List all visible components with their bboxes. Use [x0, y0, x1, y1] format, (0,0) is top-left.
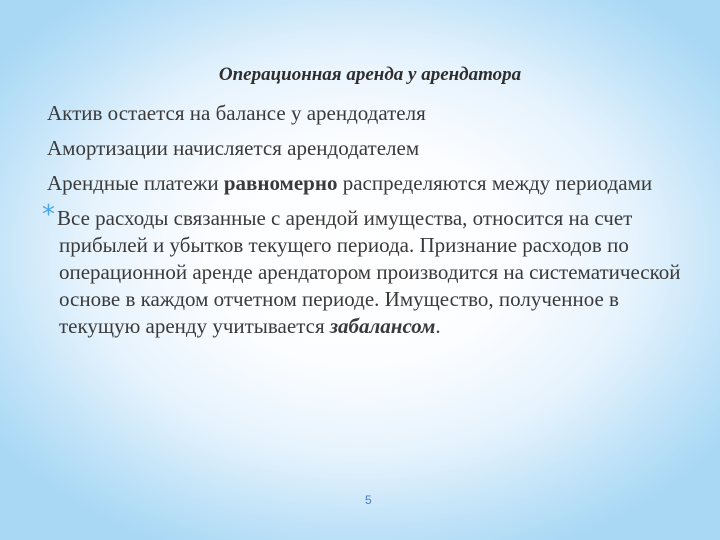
- bullet-text-end: .: [435, 314, 441, 338]
- asterisk-bullet-icon: *: [42, 200, 55, 230]
- text-line-asset: Актив остается на балансе у арендодателя: [47, 101, 426, 125]
- page-number: 5: [365, 493, 372, 507]
- text-line-depreciation: Амортизации начисляется арендодателем: [47, 136, 420, 160]
- payments-text-end: распределяются между периодами: [337, 171, 653, 195]
- bullet-paragraph: [42, 200, 697, 340]
- slide-title: Операционная аренда у арендатора: [218, 64, 522, 85]
- bullet-emphasis: забалансом: [329, 314, 436, 338]
- bullet-text: [47, 205, 697, 340]
- text-line-payments: [47, 170, 697, 197]
- bullet-text-body: Все расходы связанные с арендой имущества, относится на счет прибылей и убытков текущего периода. Признание расходов по операционной аренде арендатором производится на систематической основе в каждом отчетном периоде. Имущество, полученное в текущую аренду учитывается: [57, 206, 681, 338]
- payments-emphasis: равномерно: [223, 171, 338, 195]
- slide-content: [42, 100, 697, 340]
- payments-text-start: Арендные платежи: [47, 171, 224, 195]
